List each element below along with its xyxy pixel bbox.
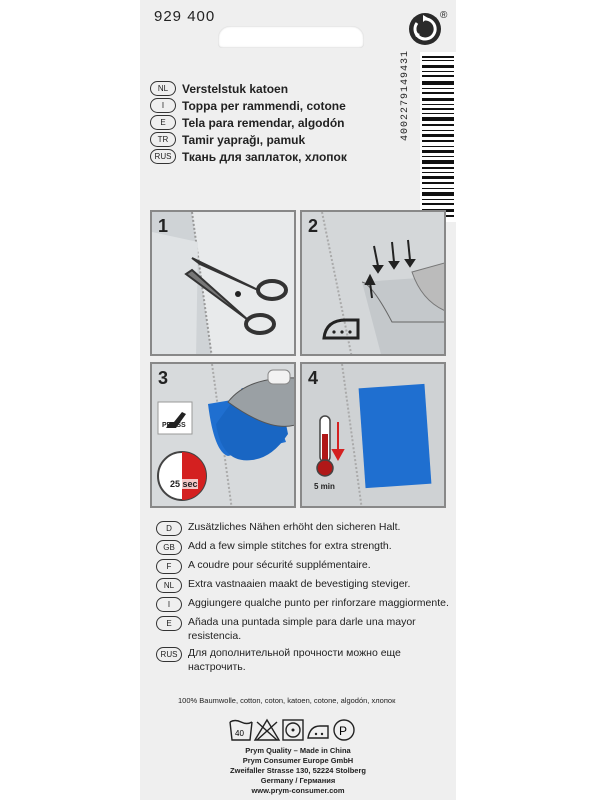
- barcode-digits: 4002279149431: [400, 50, 411, 142]
- step-3-panel: [150, 362, 296, 508]
- wash-40-icon: [230, 721, 252, 741]
- title-text: Ткань для заплаток, хлопок: [182, 149, 347, 164]
- lang-badge: RUS: [150, 149, 176, 164]
- instruction-row: [156, 539, 456, 555]
- registered-mark: ®: [440, 10, 448, 21]
- care-symbols: [228, 716, 358, 744]
- lang-badge: D: [156, 521, 182, 536]
- step-number: 2: [308, 216, 319, 236]
- maker-line: Prym Consumer Europe GmbH: [242, 756, 354, 765]
- scissors-cutting-illustration: [152, 212, 296, 356]
- instruction-text: Для дополнительной прочности можно еще настрочить.: [188, 647, 401, 673]
- wash-temp-label: 40: [235, 729, 244, 738]
- iron-icon: [308, 726, 328, 738]
- timer-label: 25 sec: [170, 479, 198, 489]
- step-2-panel: [300, 210, 446, 356]
- lang-badge: F: [156, 559, 182, 574]
- maker-line: Zweifaller Strasse 130, 52224 Stolberg: [230, 766, 366, 775]
- press-hand-icon: [158, 402, 192, 434]
- step-number: 4: [308, 368, 319, 388]
- title-list: [150, 80, 420, 165]
- instruction-text: Aggiungere qualche punto per rinforzare maggiormente.: [188, 597, 449, 609]
- lang-badge: NL: [156, 578, 182, 593]
- dry-clean-p-icon: [334, 720, 354, 740]
- instruction-row: [156, 520, 456, 536]
- title-row: [150, 148, 420, 165]
- time-label: 5 min: [314, 482, 335, 491]
- title-row: [150, 114, 420, 131]
- title-text: Toppa per rammendi, cotone: [182, 98, 346, 113]
- lang-badge: TR: [150, 132, 176, 147]
- title-row: [150, 97, 420, 114]
- lang-badge: RUS: [156, 647, 182, 662]
- dry-clean-label: P: [339, 724, 348, 738]
- instruction-text: Add a few simple stitches for extra strength.: [188, 540, 392, 552]
- no-bleach-icon: [255, 720, 279, 740]
- instruction-text: Extra vastnaaien maakt de bevestiging steviger.: [188, 578, 411, 590]
- lang-badge: I: [150, 98, 176, 113]
- title-text: Tamir yaprağı, pamuk: [182, 132, 306, 147]
- lang-badge: E: [156, 616, 182, 631]
- instruction-row: [156, 577, 456, 593]
- maker-line: Prym Quality – Made in China: [245, 746, 351, 755]
- title-text: Tela para remendar, algodón: [182, 115, 345, 130]
- thermometer-icon: [317, 416, 333, 476]
- title-row: [150, 131, 420, 148]
- instruction-text: Añada una puntada simple para darle una mayor resistencia.: [188, 616, 416, 642]
- step-number: 3: [158, 368, 169, 388]
- lang-badge: NL: [150, 81, 176, 96]
- fiber-content: 100% Baumwolle, cotton, coton, katoen, cotone, algodón, хлопок: [178, 696, 396, 705]
- step-number: 1: [158, 216, 169, 236]
- manufacturer-info: [140, 746, 456, 796]
- hang-hole: [218, 26, 364, 48]
- instruction-row: [156, 596, 456, 612]
- timer-icon: [158, 452, 206, 500]
- instruction-row: [156, 558, 456, 574]
- article-number: 929 400: [154, 8, 216, 25]
- title-row: [150, 80, 420, 97]
- maker-website: www.prym-consumer.com: [251, 786, 345, 795]
- fold-iron-illustration: [302, 212, 446, 356]
- instruction-row: [156, 615, 456, 643]
- lang-badge: GB: [156, 540, 182, 555]
- instruction-text: A coudre pour sécurité supplémentaire.: [188, 559, 371, 571]
- step-1-panel: [150, 210, 296, 356]
- lang-badge: I: [156, 597, 182, 612]
- instruction-row: [156, 646, 456, 674]
- barcode: [420, 52, 456, 222]
- lang-badge: E: [150, 115, 176, 130]
- title-text: Verstelstuk katoen: [182, 81, 289, 96]
- step-4-panel: [300, 362, 446, 508]
- tumble-dry-icon: [283, 720, 303, 740]
- instruction-list: [156, 520, 456, 677]
- instruction-text: Zusätzliches Nähen erhöht den sicheren Halt.: [188, 521, 401, 533]
- press-label: PRESS: [162, 422, 186, 429]
- recycle-icon: [408, 12, 442, 46]
- instruction-steps: [150, 210, 446, 510]
- maker-line: Germany / Германия: [260, 776, 336, 785]
